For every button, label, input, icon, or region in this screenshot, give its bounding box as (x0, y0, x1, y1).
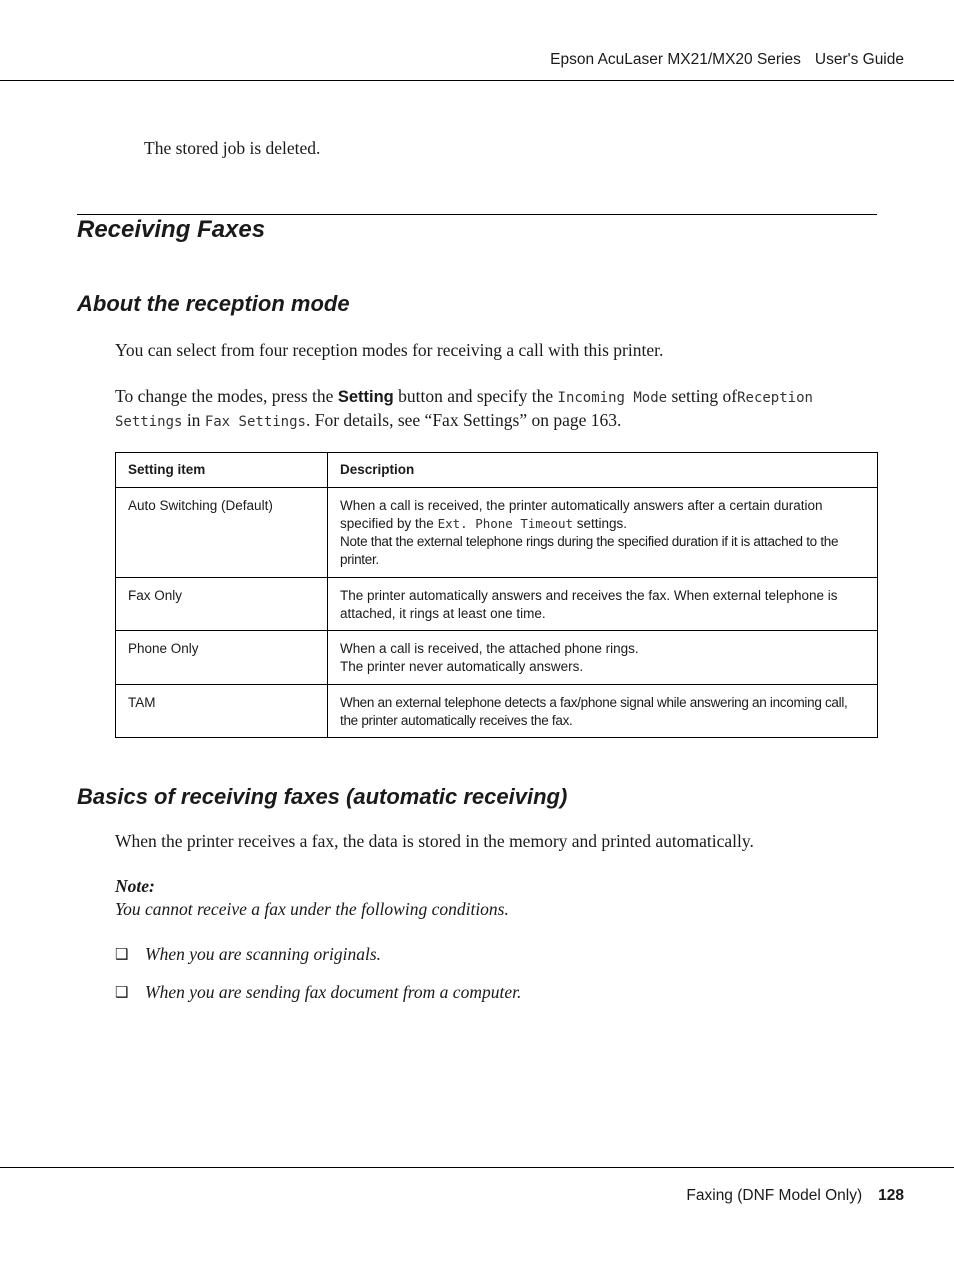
table-row (116, 578, 878, 631)
setting-item-cell: TAM (116, 685, 328, 738)
description-cell (328, 578, 878, 631)
description-text: When a call is received, the attached phone rings. (340, 641, 639, 656)
header-description: Description (328, 453, 878, 488)
footer-section: Faxing (DNF Model Only) (686, 1187, 863, 1204)
description-text: settings. (573, 516, 628, 531)
table-row (116, 685, 878, 738)
list-item: When you are scanning originals. (145, 944, 382, 964)
reception-mode-table (115, 452, 878, 738)
setting-item-cell: Auto Switching (Default) (116, 488, 328, 578)
note-label: Note: (115, 876, 155, 896)
reception-mode-paragraph: You can select from four reception modes for receiving a call with this printer. (115, 340, 664, 360)
para-text: . For details, see “Fax Settings” on page 163. (305, 410, 622, 430)
header-divider (0, 80, 954, 81)
checkbox-bullet-icon: ❑ (115, 983, 129, 1001)
fax-settings-label: Fax Settings (204, 414, 306, 430)
list-item: When you are sending fax document from a computer. (145, 982, 522, 1002)
intro-text: The stored job is deleted. (144, 138, 321, 158)
para-text: To change the modes, press the (115, 386, 338, 406)
setting-item-cell: Phone Only (116, 631, 328, 685)
description-text: The printer never automatically answers. (340, 659, 584, 674)
description-cell (328, 488, 878, 578)
description-text: When a call is received, the printer automatically answers after a certain duration specified by the (340, 498, 823, 531)
header-setting-item: Setting item (116, 453, 328, 488)
running-header (536, 51, 904, 69)
para-text: in (182, 410, 205, 430)
running-footer (686, 1187, 904, 1205)
header-product: Epson AcuLaser MX21/MX20 Series (550, 51, 801, 68)
basics-paragraph: When the printer receives a fax, the data is stored in the memory and printed automatically. (115, 831, 754, 851)
ext-phone-timeout-label: Ext. Phone Timeout (437, 516, 574, 531)
para-text: setting of (667, 386, 738, 406)
section-rule (77, 214, 877, 215)
table-row (116, 631, 878, 685)
table-row (116, 488, 878, 578)
setting-button-label: Setting (337, 388, 394, 406)
para-text: button and specify the (393, 386, 558, 406)
description-cell (328, 631, 878, 685)
subsection-title-basics: Basics of receiving faxes (automatic receiving) (77, 784, 568, 809)
description-cell (328, 685, 878, 738)
footer-divider (0, 1167, 954, 1168)
checkbox-bullet-icon: ❑ (115, 945, 129, 963)
description-text: When an external telephone detects a fax/phone signal while answering an incoming call, the printer automatically receives the fax. (340, 695, 848, 728)
section-title: Receiving Faxes (77, 216, 266, 243)
reception-settings-label: Reception Settings (115, 390, 813, 430)
note-text: You cannot receive a fax under the following conditions. (115, 899, 509, 919)
subsection-title-reception-mode: About the reception mode (77, 291, 350, 316)
incoming-mode-label: Incoming Mode (557, 390, 668, 406)
table-header-row (116, 453, 878, 488)
header-doc-title: User's Guide (814, 51, 904, 68)
page-number: 128 (878, 1187, 904, 1204)
description-text: The printer automatically answers and receives the fax. When external telephone is attached, it rings at least one time. (340, 588, 838, 621)
change-mode-paragraph (115, 385, 880, 433)
description-text: Note that the external telephone rings during the specified duration if it is attached to the printer. (340, 534, 839, 567)
setting-item-cell: Fax Only (116, 578, 328, 631)
